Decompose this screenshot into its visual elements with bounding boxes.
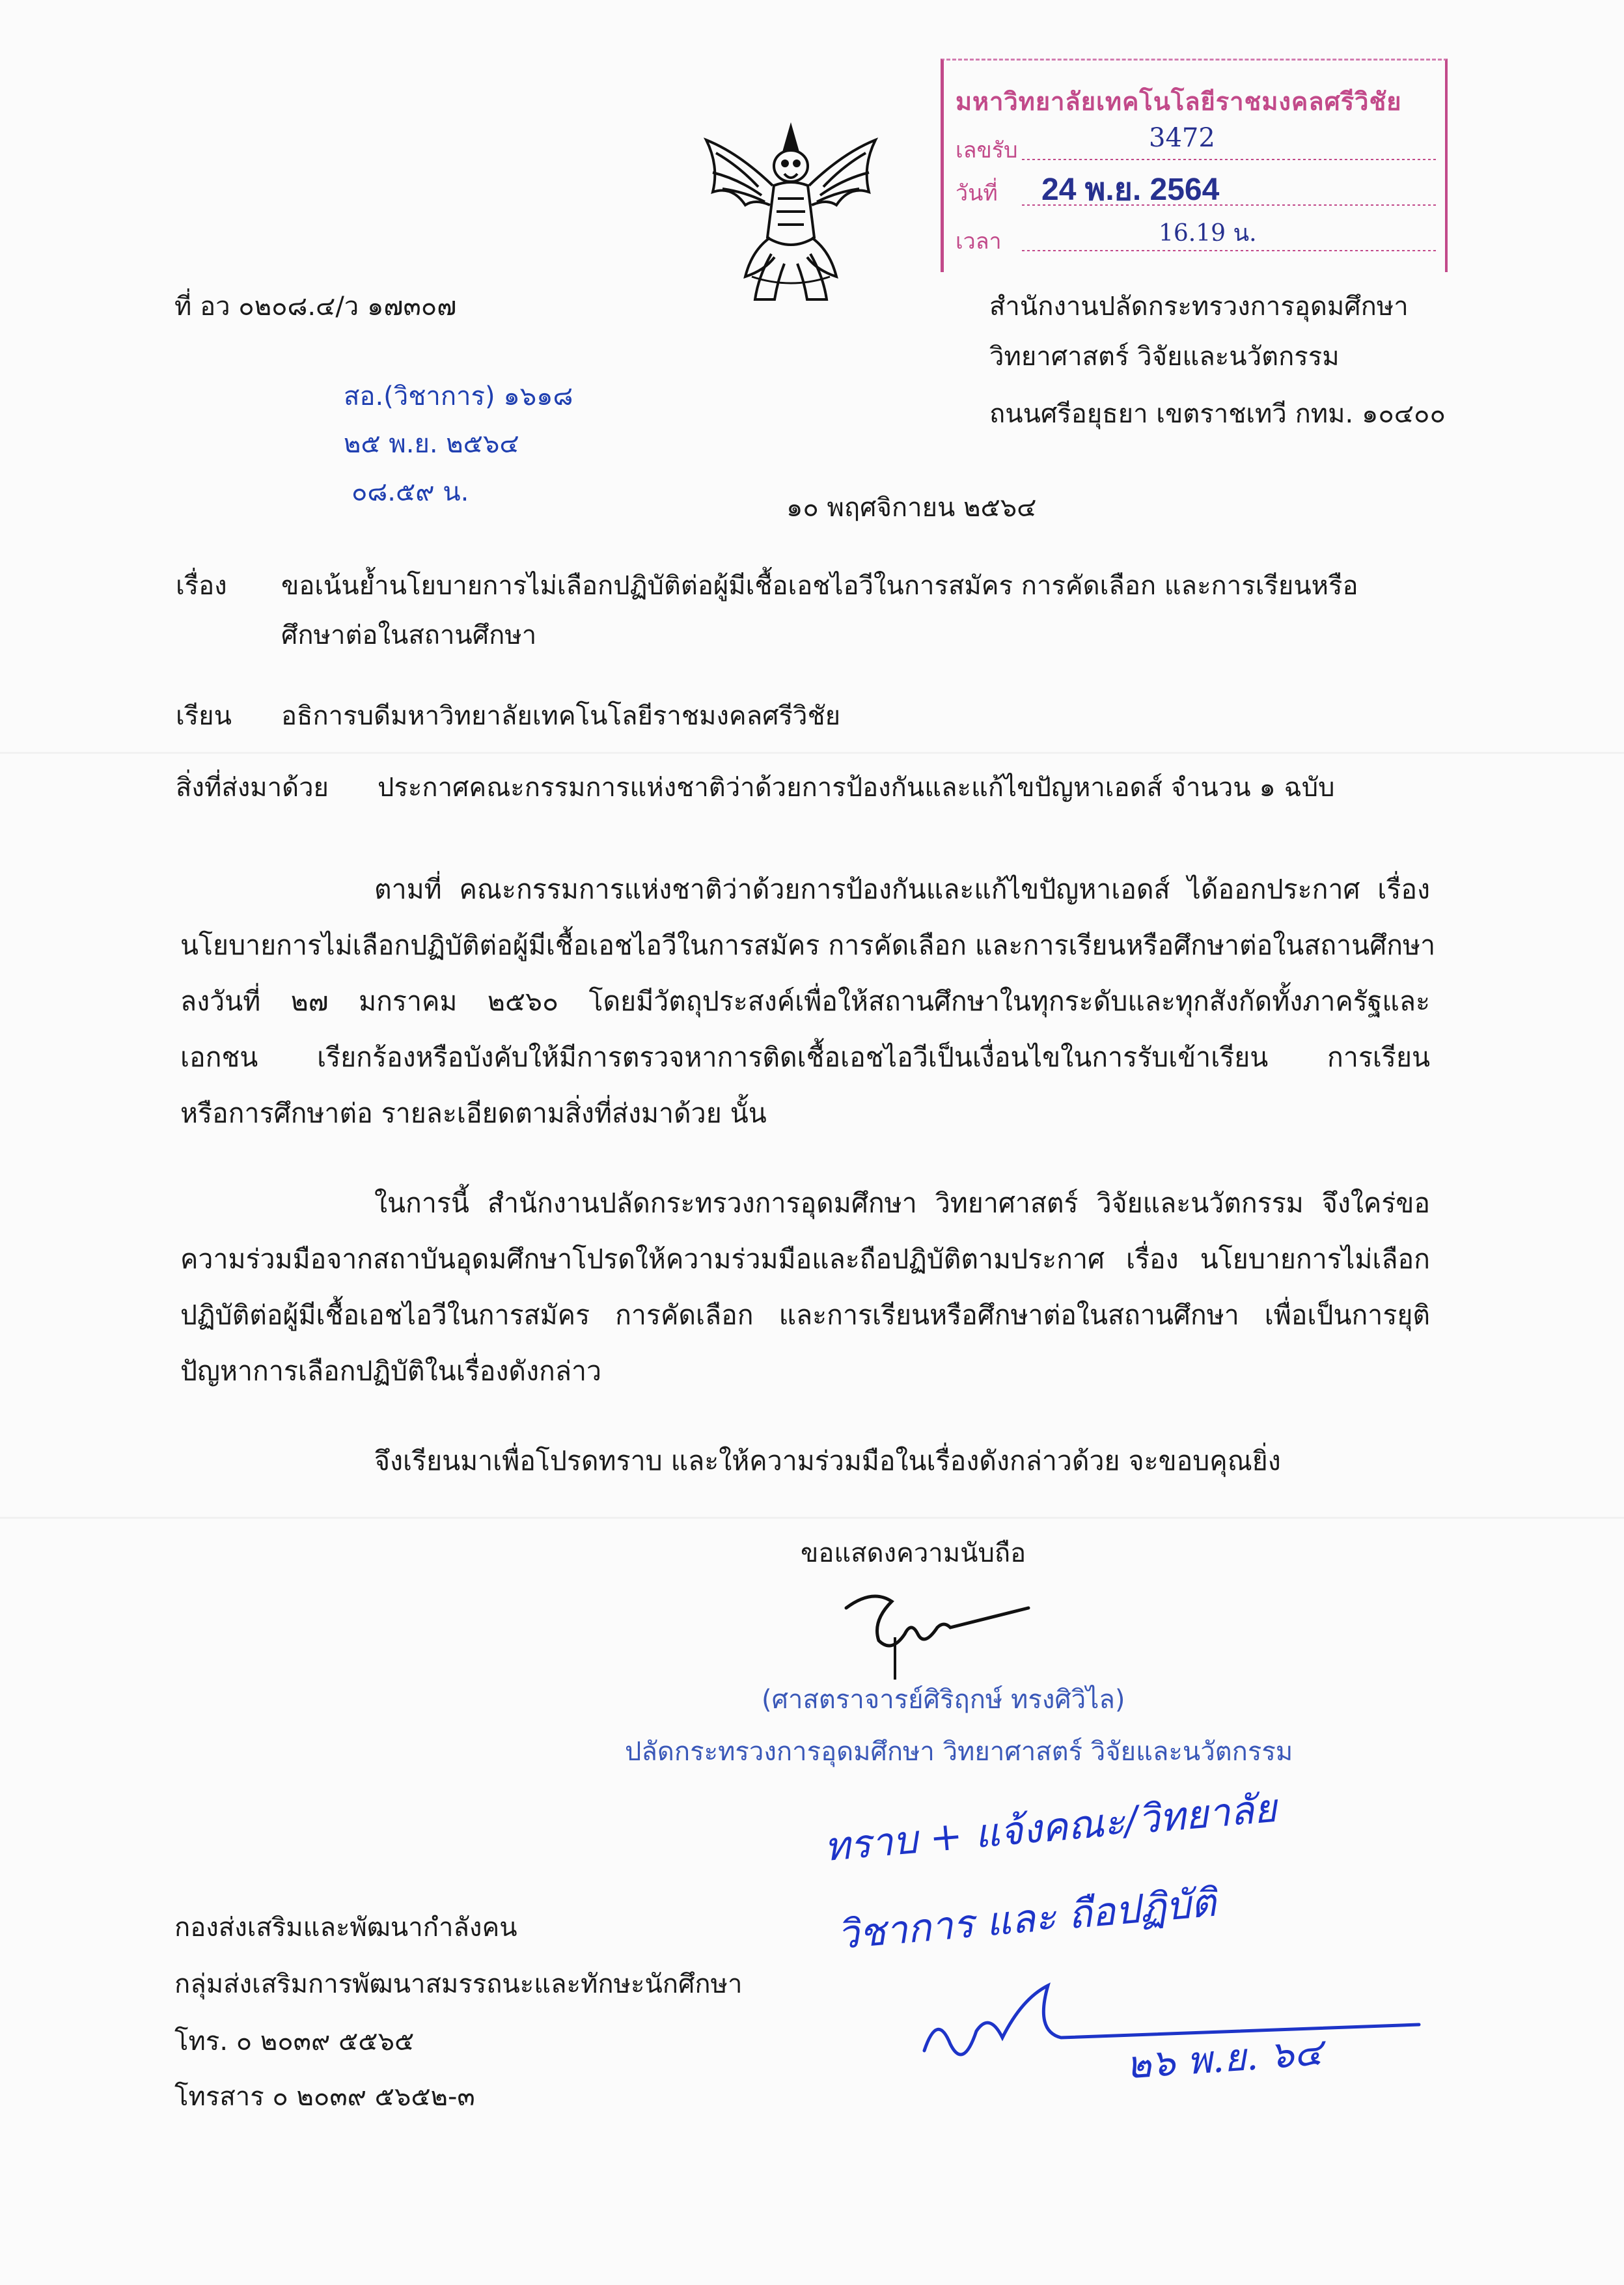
paragraph-2-line: ในการนี้ สำนักงานปลัดกระทรวงการอุดมศึกษา วิทยาศาสตร์ วิจัยและนวัตกรรม จึงใคร่ขอ bbox=[374, 1187, 1430, 1219]
handwritten-note-line-1: ทราบ + แจ้งคณะ/วิทยาลัย bbox=[822, 1785, 1279, 1871]
stamp-date-value: 24 พ.ย. 2564 bbox=[1041, 173, 1220, 207]
paragraph-1-line: ตามที่ คณะกรรมการแห่งชาติว่าด้วยการป้องกันและแก้ไขปัญหาเอดส์ ได้ออกประกาศ เรื่อง bbox=[374, 874, 1430, 905]
contact-fax: โทรสาร ๐ ๒๐๓๙ ๕๖๕๒-๓ bbox=[174, 2082, 475, 2112]
paper-fold bbox=[0, 1517, 1624, 1519]
stamp-no-label: เลขรับ bbox=[956, 137, 1018, 163]
signatory-name: (ศาสตราจารย์ศิริฤกษ์ ทรงศิวิไล) bbox=[762, 1685, 1125, 1715]
signatory-position: ปลัดกระทรวงการอุดมศึกษา วิทยาศาสตร์ วิจัยและนวัตกรรม bbox=[625, 1737, 1293, 1767]
enclosure-value: ประกาศคณะกรรมการแห่งชาติว่าด้วยการป้องกันและแก้ไขปัญหาเอดส์ จำนวน ๑ ฉบับ bbox=[378, 773, 1335, 803]
stamp-title: มหาวิทยาลัยเทคโนโลยีราชมงคลศรีวิชัย bbox=[956, 87, 1402, 116]
paragraph-2-line: ปัญหาการเลือกปฏิบัติในเรื่องดังกล่าว bbox=[180, 1355, 602, 1387]
paragraph-1-line: ลงวันที่ ๒๗ มกราคม ๒๕๖๐ โดยมีวัตถุประสงค์เพื่อให้สถานศึกษาในทุกระดับและทุกสังกัดทั้งภาครัฐและ bbox=[180, 986, 1430, 1017]
receipt-stamp bbox=[941, 59, 1448, 272]
paragraph-1-line: นโยบายการไม่เลือกปฏิบัติต่อผู้มีเชื้อเอชไอวีในการสมัคร การคัดเลือก และการเรียนหรือศึกษาต่อในสถานศึกษา bbox=[180, 930, 1436, 961]
paper-fold bbox=[0, 752, 1624, 754]
handwritten-note-line-2: วิชาการ และ ถือปฏิบัติ bbox=[835, 1879, 1218, 1959]
office-line-1: สำนักงานปลัดกระทรวงการอุดมศึกษา bbox=[989, 292, 1409, 322]
paragraph-1-line: เอกชน เรียกร้องหรือบังคับให้มีการตรวจหาการติดเชื้อเอชไอวีเป็นเงื่อนไขในการรับเข้าเรียน การเรียน bbox=[180, 1042, 1430, 1073]
subject-label: เรื่อง bbox=[176, 571, 227, 601]
regards-text: ขอแสดงความนับถือ bbox=[801, 1538, 1026, 1568]
office-line-3: ถนนศรีอยุธยา เขตราชเทวี กทม. ๑๐๔๐๐ bbox=[989, 399, 1446, 429]
receipt-number: สอ.(วิชาการ) ๑๖๑๘ bbox=[344, 381, 573, 411]
closing-paragraph: จึงเรียนมาเพื่อโปรดทราบ และให้ความร่วมมือในเรื่องดังกล่าวด้วย จะขอบคุณยิ่ง bbox=[374, 1445, 1281, 1476]
contact-department: กองส่งเสริมและพัฒนากำลังคน bbox=[174, 1913, 517, 1943]
document-number: ที่ อว ๐๒๐๘.๔/ว ๑๗๓๐๗ bbox=[174, 292, 457, 322]
subject-line-1: ขอเน้นย้ำนโยบายการไม่เลือกปฏิบัติต่อผู้มีเชื้อเอชไอวีในการสมัคร การคัดเลือก และการเรียนหรือ bbox=[281, 571, 1358, 601]
receipt-date: ๒๕ พ.ย. ๒๕๖๔ bbox=[344, 429, 519, 459]
paragraph-2-line: ปฏิบัติต่อผู้มีเชื้อเอชไอวีในการสมัคร การคัดเลือก และการเรียนหรือศึกษาต่อในสถานศึกษา เพื่อเป็นการยุติ bbox=[180, 1299, 1430, 1331]
garuda-emblem-icon bbox=[693, 114, 888, 309]
letter-date: ๑๐ พฤศจิกายน ๒๕๖๔ bbox=[786, 493, 1037, 523]
office-line-2: วิทยาศาสตร์ วิจัยและนวัตกรรม bbox=[989, 342, 1340, 372]
enclosure-label: สิ่งที่ส่งมาด้วย bbox=[176, 773, 329, 803]
signature-mark bbox=[833, 1582, 1041, 1680]
paragraph-2-line: ความร่วมมือจากสถาบันอุดมศึกษาโปรดให้ความร่วมมือและถือปฏิบัติตามประกาศ เรื่อง นโยบายการไม่เลือก bbox=[180, 1243, 1430, 1275]
receipt-time: ๐๘.๕๙ น. bbox=[351, 477, 469, 507]
stamp-no-value: 3472 bbox=[1149, 123, 1215, 153]
stamp-time-value: 16.19 น. bbox=[1159, 220, 1257, 247]
recipient-label: เรียน bbox=[176, 701, 232, 731]
subject-line-2: ศึกษาต่อในสถานศึกษา bbox=[281, 620, 537, 650]
handwritten-note-date: ๒๖ พ.ย. ๖๔ bbox=[1125, 2029, 1324, 2088]
paragraph-1-line: หรือการศึกษาต่อ รายละเอียดตามสิ่งที่ส่งมาด้วย นั้น bbox=[180, 1098, 767, 1129]
recipient-value: อธิการบดีมหาวิทยาลัยเทคโนโลยีราชมงคลศรีวิชัย bbox=[281, 701, 841, 731]
stamp-dotted-lines bbox=[944, 61, 1445, 272]
contact-phone: โทร. ๐ ๒๐๓๙ ๕๕๖๕ bbox=[174, 2027, 415, 2056]
stamp-time-label: เวลา bbox=[956, 228, 1002, 255]
contact-group: กลุ่มส่งเสริมการพัฒนาสมรรถนะและทักษะนักศึกษา bbox=[174, 1969, 743, 1999]
stamp-date-label: วันที่ bbox=[956, 180, 998, 206]
